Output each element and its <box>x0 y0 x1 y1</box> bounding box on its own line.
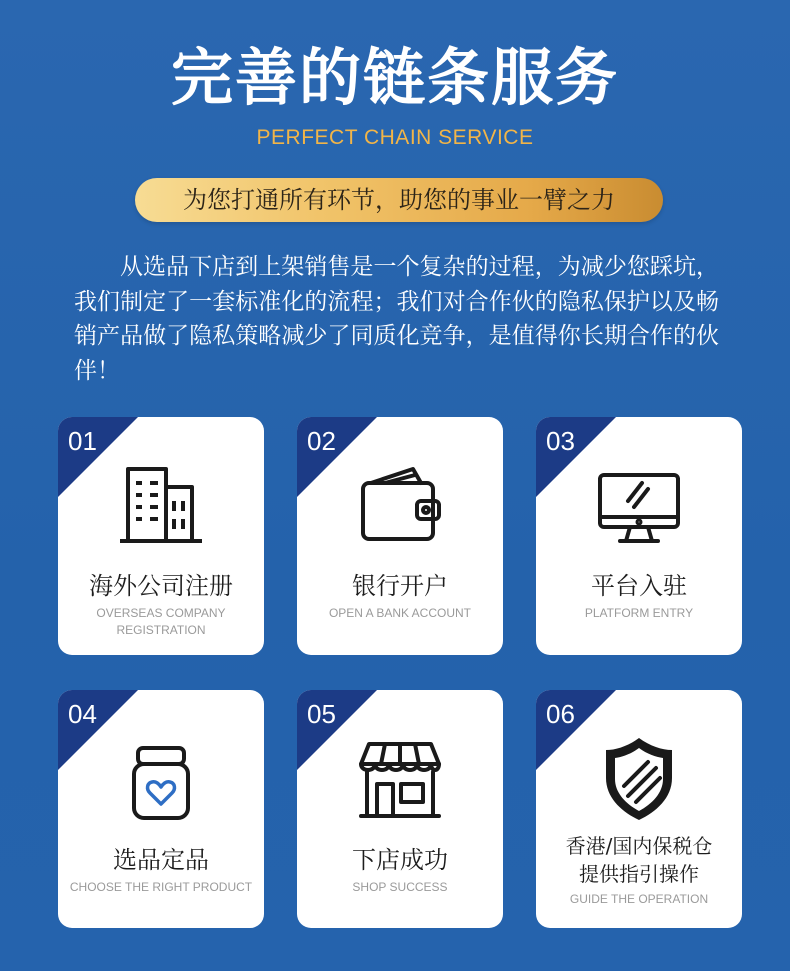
card-title: 海外公司注册 <box>89 572 233 600</box>
card-title <box>536 832 742 888</box>
card-number: 01 <box>68 426 97 456</box>
card-number: 02 <box>307 426 336 456</box>
card-number: 05 <box>307 699 336 729</box>
card-number: 03 <box>546 426 575 456</box>
service-card-bank-account[interactable] <box>297 417 503 655</box>
service-card-product-selection[interactable] <box>58 690 264 928</box>
service-card-platform-entry[interactable] <box>536 417 742 655</box>
wallet-icon <box>355 461 445 551</box>
card-title-line2: 提供指引操作 <box>579 862 699 886</box>
card-number: 04 <box>68 699 97 729</box>
monitor-icon <box>594 461 684 551</box>
intro-paragraph: 从选品下店到上架销售是一个复杂的过程，为减少您踩坑，我们制定了一套标准化的流程；我们对合作伙的隐私保护以及畅销产品做了隐私策略减少了同质化竞争，是值得你长期合作的伙伴！ <box>74 254 719 384</box>
card-subtitle: GUIDE THE OPERATION <box>569 892 709 906</box>
service-card-shop-success[interactable] <box>297 690 503 928</box>
card-subtitle: OPEN A BANK ACCOUNT <box>328 606 472 620</box>
slogan-banner: 为您打通所有环节，助您的事业一臂之力 <box>135 178 663 222</box>
service-card-company-registration[interactable] <box>58 417 264 655</box>
shield-icon <box>594 734 684 824</box>
card-title: 银行开户 <box>352 572 448 600</box>
card-subtitle: CHOOSE THE RIGHT PRODUCT <box>69 880 253 894</box>
card-title: 平台入驻 <box>591 572 687 600</box>
card-number: 06 <box>546 699 575 729</box>
card-title: 下店成功 <box>352 846 448 874</box>
product-jar-icon <box>116 734 206 824</box>
card-subtitle: PLATFORM ENTRY <box>584 606 694 620</box>
card-subtitle: OVERSEAS COMPANY REGISTRATION <box>96 606 226 637</box>
building-icon <box>116 461 206 551</box>
card-title: 选品定品 <box>113 846 209 874</box>
service-card-bonded-warehouse[interactable] <box>536 690 742 928</box>
storefront-icon <box>355 734 445 824</box>
page-subtitle: PERFECT CHAIN SERVICE <box>256 126 534 149</box>
card-subtitle: SHOP SUCCESS <box>352 880 448 894</box>
card-title-line1: 香港/国内保税仓 <box>565 834 713 858</box>
page-title: 完善的链条服务 <box>170 41 619 114</box>
